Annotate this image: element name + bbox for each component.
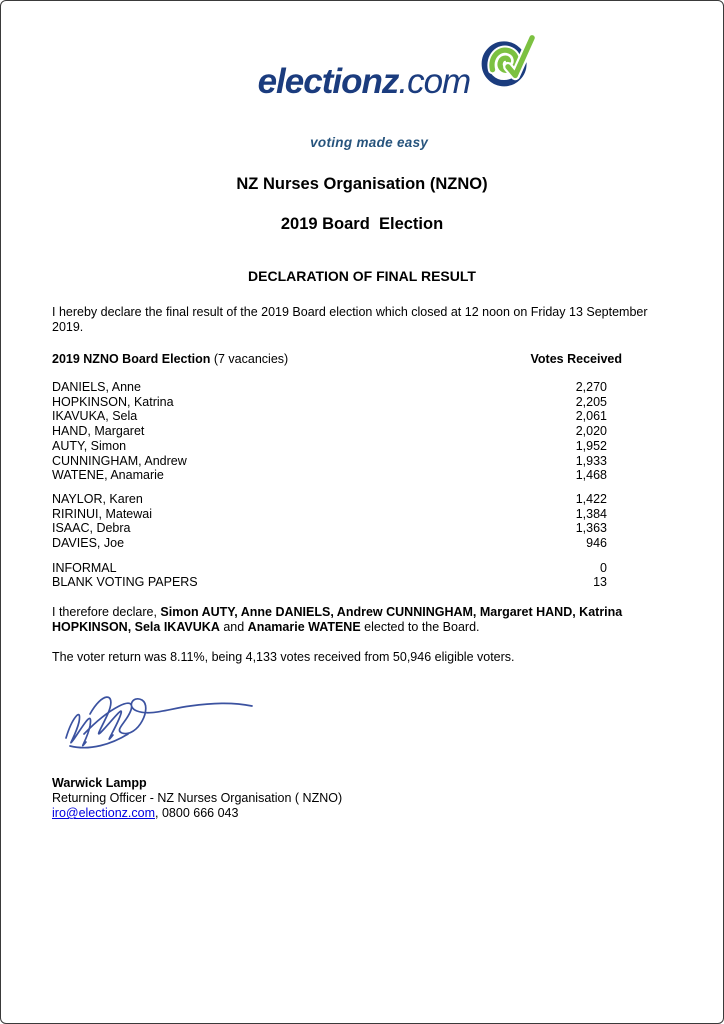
contact-line: [52, 806, 723, 821]
signature: [56, 682, 723, 768]
candidate-votes: 1,384: [575, 506, 607, 521]
table-row: [52, 536, 607, 551]
candidate-votes: 2,020: [575, 424, 607, 439]
results-table-title-bold: 2019 NZNO Board Election: [52, 352, 211, 366]
candidate-name: AUTY, Simon: [52, 438, 127, 453]
election-title: 2019 Board Election: [280, 215, 444, 233]
candidate-name: ISAAC, Debra: [52, 521, 131, 536]
candidate-votes: 2,061: [575, 409, 607, 424]
table-row: [52, 575, 607, 590]
candidate-votes: 1,363: [575, 521, 607, 536]
table-row: [52, 409, 607, 424]
handwritten-signature-icon: [56, 682, 266, 764]
candidate-votes: 1,468: [575, 468, 607, 483]
table-row: [52, 492, 607, 507]
table-row: [52, 468, 607, 483]
candidate-name: NAYLOR, Karen: [52, 491, 143, 506]
declaration-prefix: I therefore declare,: [52, 605, 161, 620]
candidate-name: DAVIES, Joe: [52, 536, 125, 551]
table-row: [52, 380, 607, 395]
candidate-name: CUNNINGHAM, Andrew: [52, 453, 187, 468]
candidate-votes: 2,205: [575, 394, 607, 409]
table-row: [52, 454, 607, 469]
koru-checkmark-icon: [478, 30, 536, 90]
declaration-paragraph: [52, 605, 664, 635]
table-row: [52, 521, 607, 536]
logo-tagline: voting made easy: [310, 135, 429, 150]
elected-name-bold: Anamarie WATENE: [247, 620, 361, 635]
declaration-heading: DECLARATION OF FINAL RESULT: [248, 268, 476, 284]
phone-number: , 0800 666 043: [155, 806, 239, 821]
table-row: [52, 395, 607, 410]
electionz-logo: [1, 28, 723, 150]
table-row: [52, 439, 607, 454]
results-table-title: [52, 352, 288, 367]
candidate-name: IKAVUKA, Sela: [52, 409, 138, 424]
declaration-suffix: elected to the Board.: [360, 620, 480, 635]
elected-names-bold: Simon AUTY, Anne DANIELS, Andrew CUNNINGHAM, Margaret HAND, Katrina HOPKINSON, Sela IKAVUKA: [52, 605, 623, 635]
candidate-name: DANIELS, Anne: [52, 380, 141, 394]
elected-candidates-list: [52, 380, 607, 483]
candidate-votes: 946: [586, 536, 607, 551]
candidate-votes: 1,952: [575, 438, 607, 453]
candidate-name: HAND, Margaret: [52, 424, 145, 439]
candidate-votes: 1,933: [575, 453, 607, 468]
candidate-name: RIRINUI, Matewai: [52, 506, 153, 521]
signatory-role: Returning Officer - NZ Nurses Organisation ( NZNO): [52, 791, 343, 806]
candidate-name: WATENE, Anamarie: [52, 468, 164, 483]
summary-votes: 13: [593, 575, 607, 590]
results-table-header: [52, 352, 622, 367]
not-elected-candidates-list: [52, 492, 607, 551]
table-row: [52, 561, 607, 576]
summary-label: INFORMAL: [52, 560, 117, 575]
summary-votes: 0: [600, 560, 607, 575]
email-link[interactable]: iro@electionz.com: [52, 806, 156, 821]
declaration-connector: and: [219, 620, 248, 635]
signatory-block: [52, 776, 723, 821]
votes-received-header: Votes Received: [530, 352, 622, 366]
signatory-name: Warwick Lampp: [52, 776, 147, 791]
candidate-votes: 1,422: [575, 491, 607, 506]
candidate-votes: 2,270: [575, 380, 607, 394]
voter-return-paragraph: The voter return was 8.11%, being 4,133 votes received from 50,946 eligible voters.: [52, 650, 515, 665]
electionz-wordmark: [188, 28, 470, 150]
intro-paragraph: I hereby declare the final result of the 2019 Board election which closed at 12 noon on Friday 13 September 2019.: [52, 305, 648, 334]
logo-suffix-text: .com: [398, 62, 471, 101]
summary-label: BLANK VOTING PAPERS: [52, 575, 198, 590]
table-row: [52, 507, 607, 522]
logo-brand-text: electionz: [257, 62, 399, 101]
organisation-title: NZ Nurses Organisation (NZNO): [236, 175, 488, 193]
document-body: [52, 305, 723, 821]
candidate-name: HOPKINSON, Katrina: [52, 394, 174, 409]
ballot-summary-list: [52, 561, 607, 590]
table-row: [52, 424, 607, 439]
results-table-title-note: (7 vacancies): [210, 352, 289, 366]
